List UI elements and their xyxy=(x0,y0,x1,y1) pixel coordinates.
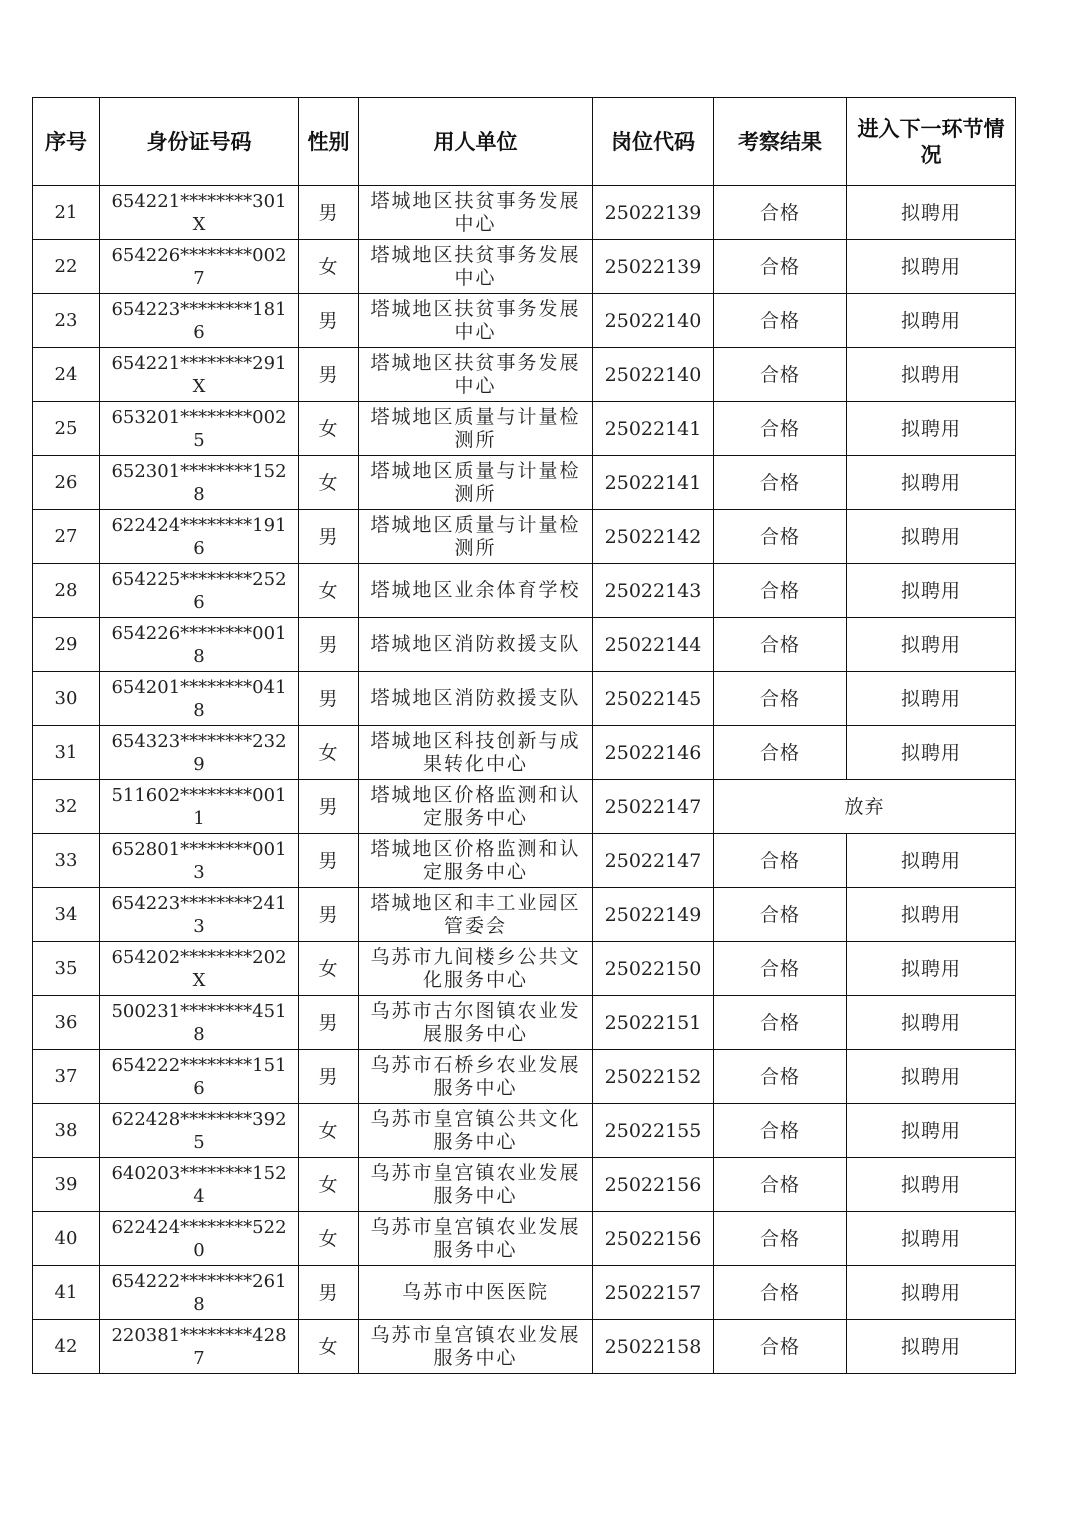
row-id-number: 654221********301X xyxy=(100,186,299,240)
row-position-code: 25022139 xyxy=(593,240,714,294)
row-position-code: 25022145 xyxy=(593,672,714,726)
row-gender: 女 xyxy=(299,942,359,996)
row-next-stage: 拟聘用 xyxy=(847,348,1016,402)
row-employer: 塔城地区消防救援支队 xyxy=(359,672,593,726)
row-employer: 乌苏市石桥乡农业发展服务中心 xyxy=(359,1050,593,1104)
row-gender: 男 xyxy=(299,294,359,348)
row-inspection-result: 合格 xyxy=(714,1212,847,1266)
row-no: 32 xyxy=(33,780,100,834)
row-position-code: 25022147 xyxy=(593,780,714,834)
row-id-number: 654225********2526 xyxy=(100,564,299,618)
row-inspection-result: 合格 xyxy=(714,672,847,726)
header-unit: 用人单位 xyxy=(359,98,593,186)
row-gender: 女 xyxy=(299,456,359,510)
row-id-number: 654202********202X xyxy=(100,942,299,996)
row-employer: 塔城地区质量与计量检测所 xyxy=(359,402,593,456)
row-employer: 塔城地区扶贫事务发展中心 xyxy=(359,294,593,348)
row-employer: 塔城地区扶贫事务发展中心 xyxy=(359,348,593,402)
row-inspection-result: 合格 xyxy=(714,618,847,672)
row-id-number: 622424********1916 xyxy=(100,510,299,564)
row-next-stage: 拟聘用 xyxy=(847,1050,1016,1104)
row-id-number: 622428********3925 xyxy=(100,1104,299,1158)
row-id-number: 654222********2618 xyxy=(100,1266,299,1320)
row-position-code: 25022142 xyxy=(593,510,714,564)
row-no: 27 xyxy=(33,510,100,564)
row-no: 29 xyxy=(33,618,100,672)
row-gender: 女 xyxy=(299,1158,359,1212)
row-position-code: 25022140 xyxy=(593,348,714,402)
row-position-code: 25022143 xyxy=(593,564,714,618)
row-employer: 塔城地区质量与计量检测所 xyxy=(359,510,593,564)
row-employer: 乌苏市皇宫镇农业发展服务中心 xyxy=(359,1212,593,1266)
row-gender: 男 xyxy=(299,618,359,672)
row-position-code: 25022147 xyxy=(593,834,714,888)
row-id-number: 652301********1528 xyxy=(100,456,299,510)
row-inspection-result: 合格 xyxy=(714,834,847,888)
row-id-number: 654223********2413 xyxy=(100,888,299,942)
header-result: 考察结果 xyxy=(714,98,847,186)
row-inspection-result: 合格 xyxy=(714,942,847,996)
row-next-stage: 拟聘用 xyxy=(847,402,1016,456)
row-no: 41 xyxy=(33,1266,100,1320)
row-position-code: 25022144 xyxy=(593,618,714,672)
row-no: 22 xyxy=(33,240,100,294)
row-gender: 男 xyxy=(299,834,359,888)
row-employer: 塔城地区消防救援支队 xyxy=(359,618,593,672)
row-id-number: 653201********0025 xyxy=(100,402,299,456)
row-employer: 塔城地区业余体育学校 xyxy=(359,564,593,618)
row-no: 40 xyxy=(33,1212,100,1266)
row-inspection-result: 合格 xyxy=(714,294,847,348)
row-next-stage: 拟聘用 xyxy=(847,888,1016,942)
row-status-merged: 放弃 xyxy=(714,780,1016,834)
row-employer: 塔城地区和丰工业园区管委会 xyxy=(359,888,593,942)
table-row xyxy=(33,1266,1016,1320)
row-employer: 乌苏市皇宫镇公共文化服务中心 xyxy=(359,1104,593,1158)
recruitment-table xyxy=(32,97,1016,1374)
row-gender: 女 xyxy=(299,564,359,618)
row-inspection-result: 合格 xyxy=(714,510,847,564)
row-id-number: 654226********0027 xyxy=(100,240,299,294)
row-gender: 男 xyxy=(299,1266,359,1320)
row-position-code: 25022155 xyxy=(593,1104,714,1158)
table-row xyxy=(33,186,1016,240)
table-row xyxy=(33,942,1016,996)
row-gender: 女 xyxy=(299,726,359,780)
row-no: 25 xyxy=(33,402,100,456)
row-no: 37 xyxy=(33,1050,100,1104)
row-id-number: 640203********1524 xyxy=(100,1158,299,1212)
table-row xyxy=(33,672,1016,726)
row-next-stage: 拟聘用 xyxy=(847,996,1016,1050)
table-row xyxy=(33,510,1016,564)
row-next-stage: 拟聘用 xyxy=(847,186,1016,240)
row-id-number: 220381********4287 xyxy=(100,1320,299,1374)
row-position-code: 25022150 xyxy=(593,942,714,996)
row-next-stage: 拟聘用 xyxy=(847,510,1016,564)
row-gender: 男 xyxy=(299,186,359,240)
row-position-code: 25022151 xyxy=(593,996,714,1050)
row-next-stage: 拟聘用 xyxy=(847,726,1016,780)
row-inspection-result: 合格 xyxy=(714,456,847,510)
header-next: 进入下一环节情况 xyxy=(847,98,1016,186)
row-id-number: 654222********1516 xyxy=(100,1050,299,1104)
table-row xyxy=(33,240,1016,294)
table-row xyxy=(33,564,1016,618)
row-gender: 男 xyxy=(299,672,359,726)
row-employer: 塔城地区质量与计量检测所 xyxy=(359,456,593,510)
row-position-code: 25022152 xyxy=(593,1050,714,1104)
row-employer: 乌苏市皇宫镇农业发展服务中心 xyxy=(359,1158,593,1212)
row-id-number: 654323********2329 xyxy=(100,726,299,780)
row-inspection-result: 合格 xyxy=(714,1320,847,1374)
row-employer: 塔城地区扶贫事务发展中心 xyxy=(359,240,593,294)
row-no: 39 xyxy=(33,1158,100,1212)
row-next-stage: 拟聘用 xyxy=(847,672,1016,726)
row-position-code: 25022158 xyxy=(593,1320,714,1374)
row-employer: 乌苏市中医医院 xyxy=(359,1266,593,1320)
table-row xyxy=(33,1050,1016,1104)
row-gender: 女 xyxy=(299,1212,359,1266)
row-gender: 女 xyxy=(299,240,359,294)
row-next-stage: 拟聘用 xyxy=(847,1266,1016,1320)
row-no: 28 xyxy=(33,564,100,618)
table-row xyxy=(33,996,1016,1050)
row-gender: 男 xyxy=(299,996,359,1050)
row-employer: 塔城地区价格监测和认定服务中心 xyxy=(359,780,593,834)
row-gender: 男 xyxy=(299,510,359,564)
header-no: 序号 xyxy=(33,98,100,186)
row-gender: 男 xyxy=(299,1050,359,1104)
row-inspection-result: 合格 xyxy=(714,1104,847,1158)
row-position-code: 25022149 xyxy=(593,888,714,942)
row-next-stage: 拟聘用 xyxy=(847,294,1016,348)
table-header-row xyxy=(33,98,1016,186)
row-no: 26 xyxy=(33,456,100,510)
row-next-stage: 拟聘用 xyxy=(847,564,1016,618)
row-id-number: 654201********0418 xyxy=(100,672,299,726)
row-id-number: 511602********0011 xyxy=(100,780,299,834)
table-row xyxy=(33,348,1016,402)
row-inspection-result: 合格 xyxy=(714,1266,847,1320)
table-row xyxy=(33,1158,1016,1212)
row-next-stage: 拟聘用 xyxy=(847,240,1016,294)
row-inspection-result: 合格 xyxy=(714,186,847,240)
table-row xyxy=(33,456,1016,510)
row-inspection-result: 合格 xyxy=(714,564,847,618)
row-next-stage: 拟聘用 xyxy=(847,1212,1016,1266)
row-no: 30 xyxy=(33,672,100,726)
row-id-number: 654223********1816 xyxy=(100,294,299,348)
row-inspection-result: 合格 xyxy=(714,402,847,456)
row-inspection-result: 合格 xyxy=(714,888,847,942)
row-position-code: 25022139 xyxy=(593,186,714,240)
row-no: 33 xyxy=(33,834,100,888)
table-row xyxy=(33,888,1016,942)
row-position-code: 25022141 xyxy=(593,402,714,456)
table-row xyxy=(33,780,1016,834)
row-no: 34 xyxy=(33,888,100,942)
row-no: 24 xyxy=(33,348,100,402)
row-inspection-result: 合格 xyxy=(714,996,847,1050)
table-row xyxy=(33,726,1016,780)
row-employer: 乌苏市古尔图镇农业发展服务中心 xyxy=(359,996,593,1050)
row-id-number: 652801********0013 xyxy=(100,834,299,888)
row-inspection-result: 合格 xyxy=(714,1050,847,1104)
row-position-code: 25022156 xyxy=(593,1158,714,1212)
row-next-stage: 拟聘用 xyxy=(847,834,1016,888)
header-gender: 性别 xyxy=(299,98,359,186)
row-gender: 男 xyxy=(299,888,359,942)
row-employer: 乌苏市皇宫镇农业发展服务中心 xyxy=(359,1320,593,1374)
row-position-code: 25022156 xyxy=(593,1212,714,1266)
header-id: 身份证号码 xyxy=(100,98,299,186)
table-body xyxy=(33,186,1016,1374)
table-row xyxy=(33,1104,1016,1158)
table-row xyxy=(33,1212,1016,1266)
table-row xyxy=(33,294,1016,348)
row-employer: 塔城地区科技创新与成果转化中心 xyxy=(359,726,593,780)
row-no: 35 xyxy=(33,942,100,996)
row-gender: 女 xyxy=(299,402,359,456)
row-no: 36 xyxy=(33,996,100,1050)
row-inspection-result: 合格 xyxy=(714,1158,847,1212)
row-position-code: 25022146 xyxy=(593,726,714,780)
row-id-number: 654226********0018 xyxy=(100,618,299,672)
table-row xyxy=(33,402,1016,456)
row-id-number: 622424********5220 xyxy=(100,1212,299,1266)
table-row xyxy=(33,834,1016,888)
row-no: 42 xyxy=(33,1320,100,1374)
row-employer: 塔城地区扶贫事务发展中心 xyxy=(359,186,593,240)
row-gender: 男 xyxy=(299,348,359,402)
row-no: 38 xyxy=(33,1104,100,1158)
row-next-stage: 拟聘用 xyxy=(847,1104,1016,1158)
row-inspection-result: 合格 xyxy=(714,726,847,780)
row-no: 23 xyxy=(33,294,100,348)
table-row xyxy=(33,1320,1016,1374)
row-no: 31 xyxy=(33,726,100,780)
row-position-code: 25022141 xyxy=(593,456,714,510)
table-row xyxy=(33,618,1016,672)
row-gender: 男 xyxy=(299,780,359,834)
row-next-stage: 拟聘用 xyxy=(847,942,1016,996)
row-position-code: 25022157 xyxy=(593,1266,714,1320)
row-employer: 塔城地区价格监测和认定服务中心 xyxy=(359,834,593,888)
row-id-number: 654221********291X xyxy=(100,348,299,402)
row-next-stage: 拟聘用 xyxy=(847,618,1016,672)
row-next-stage: 拟聘用 xyxy=(847,456,1016,510)
row-gender: 女 xyxy=(299,1104,359,1158)
row-position-code: 25022140 xyxy=(593,294,714,348)
row-next-stage: 拟聘用 xyxy=(847,1158,1016,1212)
row-id-number: 500231********4518 xyxy=(100,996,299,1050)
row-employer: 乌苏市九间楼乡公共文化服务中心 xyxy=(359,942,593,996)
header-code: 岗位代码 xyxy=(593,98,714,186)
row-next-stage: 拟聘用 xyxy=(847,1320,1016,1374)
row-gender: 女 xyxy=(299,1320,359,1374)
row-inspection-result: 合格 xyxy=(714,240,847,294)
row-inspection-result: 合格 xyxy=(714,348,847,402)
row-no: 21 xyxy=(33,186,100,240)
